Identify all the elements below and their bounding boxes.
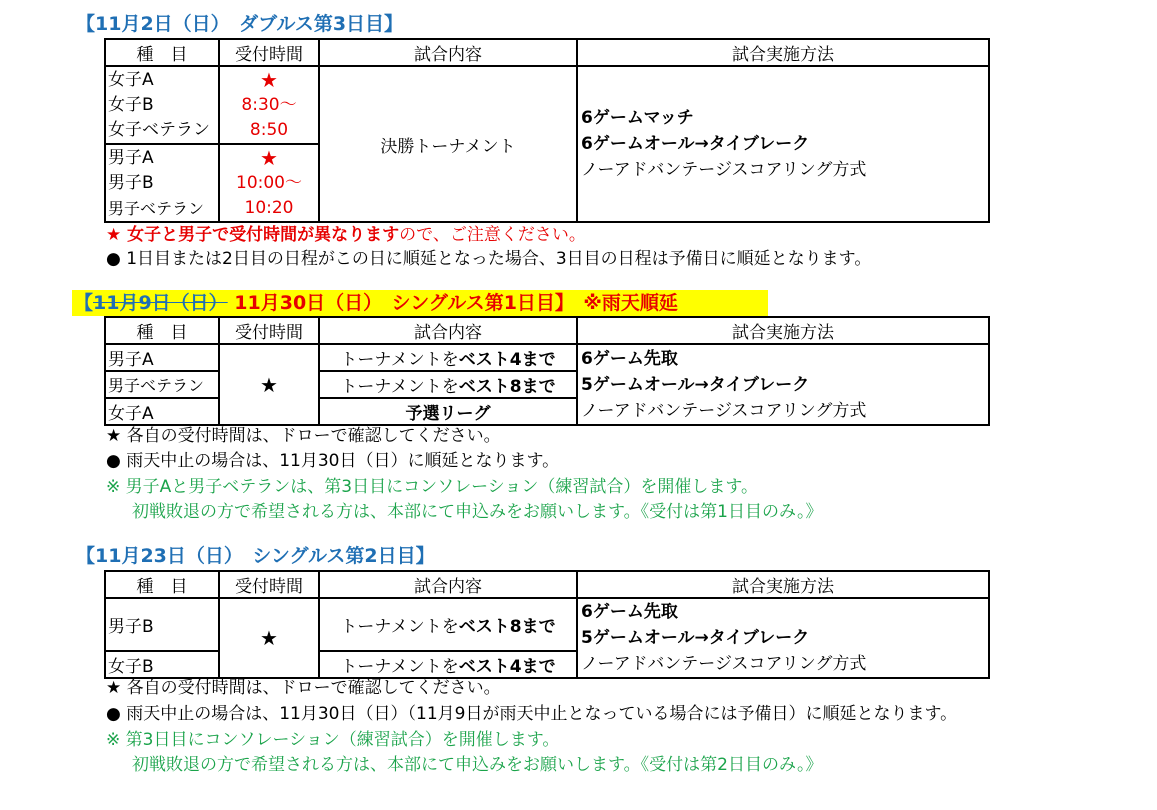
men-time-cell: ★ 10:00～ 10:20 (219, 144, 319, 222)
section3-note1: ★ 各自の受付時間は、ドローで確認してください。 (106, 678, 501, 698)
section2-note4: 初戦敗退の方で希望される方は、本部にて申込みをお願いします。《受付は第1日目のみ。》 (132, 502, 823, 522)
header-event: 種 目 (105, 317, 219, 344)
table-row-event: 女子B (105, 651, 219, 678)
header-content: 試合内容 (319, 571, 577, 598)
section1-table (104, 38, 990, 223)
header-method: 試合実施方法 (577, 317, 989, 344)
women-events-cell: 女子A 女子B 女子ベテラン (105, 66, 219, 144)
header-method: 試合実施方法 (577, 39, 989, 66)
header-method: 試合実施方法 (577, 571, 989, 598)
men-events-cell: 男子A 男子B 男子ベテラン (105, 144, 219, 222)
table-row-content: トーナメントをベスト8まで (319, 598, 577, 651)
section1-title: 【11月2日（日） ダブルス第3日目】 (76, 13, 404, 35)
section2-note1: ★ 各自の受付時間は、ドローで確認してください。 (106, 426, 501, 446)
star-icon: ★ (260, 626, 278, 650)
table-row-content: トーナメントをベスト4まで (319, 651, 577, 678)
section1-note-red: ★ 女子と男子で受付時間が異なりますので、ご注意ください。 (106, 225, 586, 245)
section3-title: 【11月23日（日） シングルス第2日目】 (76, 545, 435, 567)
section3-note3: ※ 第3日目にコンソレーション（練習試合）を開催します。 (106, 730, 560, 750)
section2-note3: ※ 男子Aと男子ベテランは、第3日目にコンソレーション（練習試合）を開催します。 (106, 477, 759, 497)
header-time: 受付時間 (219, 571, 319, 598)
section3-note2: ● 雨天中止の場合は、11月30日（日）（11月9日が雨天中止となっている場合には予備日）に順延となります。 (106, 704, 958, 724)
section2-table (104, 316, 990, 426)
table-row-event: 男子ベテラン (105, 371, 219, 398)
table-row-event: 男子A (105, 344, 219, 371)
section3-table (104, 570, 990, 679)
section2-methods: 6ゲーム先取 5ゲームオール→タイブレーク ノーアドバンテージスコアリング方式 (577, 344, 989, 425)
section1-content: 決勝トーナメント (319, 66, 577, 222)
table-row-content: 予選リーグ (319, 398, 577, 425)
star-icon: ★ (260, 67, 278, 92)
section3-methods: 6ゲーム先取 5ゲームオール→タイブレーク ノーアドバンテージスコアリング方式 (577, 598, 989, 678)
women-time-cell: ★ 8:30～ 8:50 (219, 66, 319, 144)
table-row-event: 女子A (105, 398, 219, 425)
star-icon: ★ (260, 372, 278, 397)
table-row-event: 男子B (105, 598, 219, 651)
star-icon: ★ (260, 145, 278, 170)
time-cell (219, 344, 319, 425)
header-event: 種 目 (105, 39, 219, 66)
header-time: 受付時間 (219, 39, 319, 66)
section2-title: 【11月9日（日） 11月30日（日） シングルス第1日目】 ※雨天順延 (74, 292, 678, 314)
table-row-content: トーナメントをベスト8まで (319, 371, 577, 398)
section1-note2: ● 1日目または2日目の日程がこの日に順延となった場合、3日目の日程は予備日に順延となります。 (106, 249, 872, 269)
table-row-content: トーナメントをベスト4まで (319, 344, 577, 371)
time-cell (219, 598, 319, 678)
section1-methods: 6ゲームマッチ 6ゲームオール→タイブレーク ノーアドバンテージスコアリング方式 (577, 66, 989, 222)
section3-note4: 初戦敗退の方で希望される方は、本部にて申込みをお願いします。《受付は第2日目のみ。》 (132, 755, 823, 775)
header-content: 試合内容 (319, 39, 577, 66)
header-event: 種 目 (105, 571, 219, 598)
header-content: 試合内容 (319, 317, 577, 344)
header-time: 受付時間 (219, 317, 319, 344)
section2-note2: ● 雨天中止の場合は、11月30日（日）に順延となります。 (106, 451, 560, 471)
